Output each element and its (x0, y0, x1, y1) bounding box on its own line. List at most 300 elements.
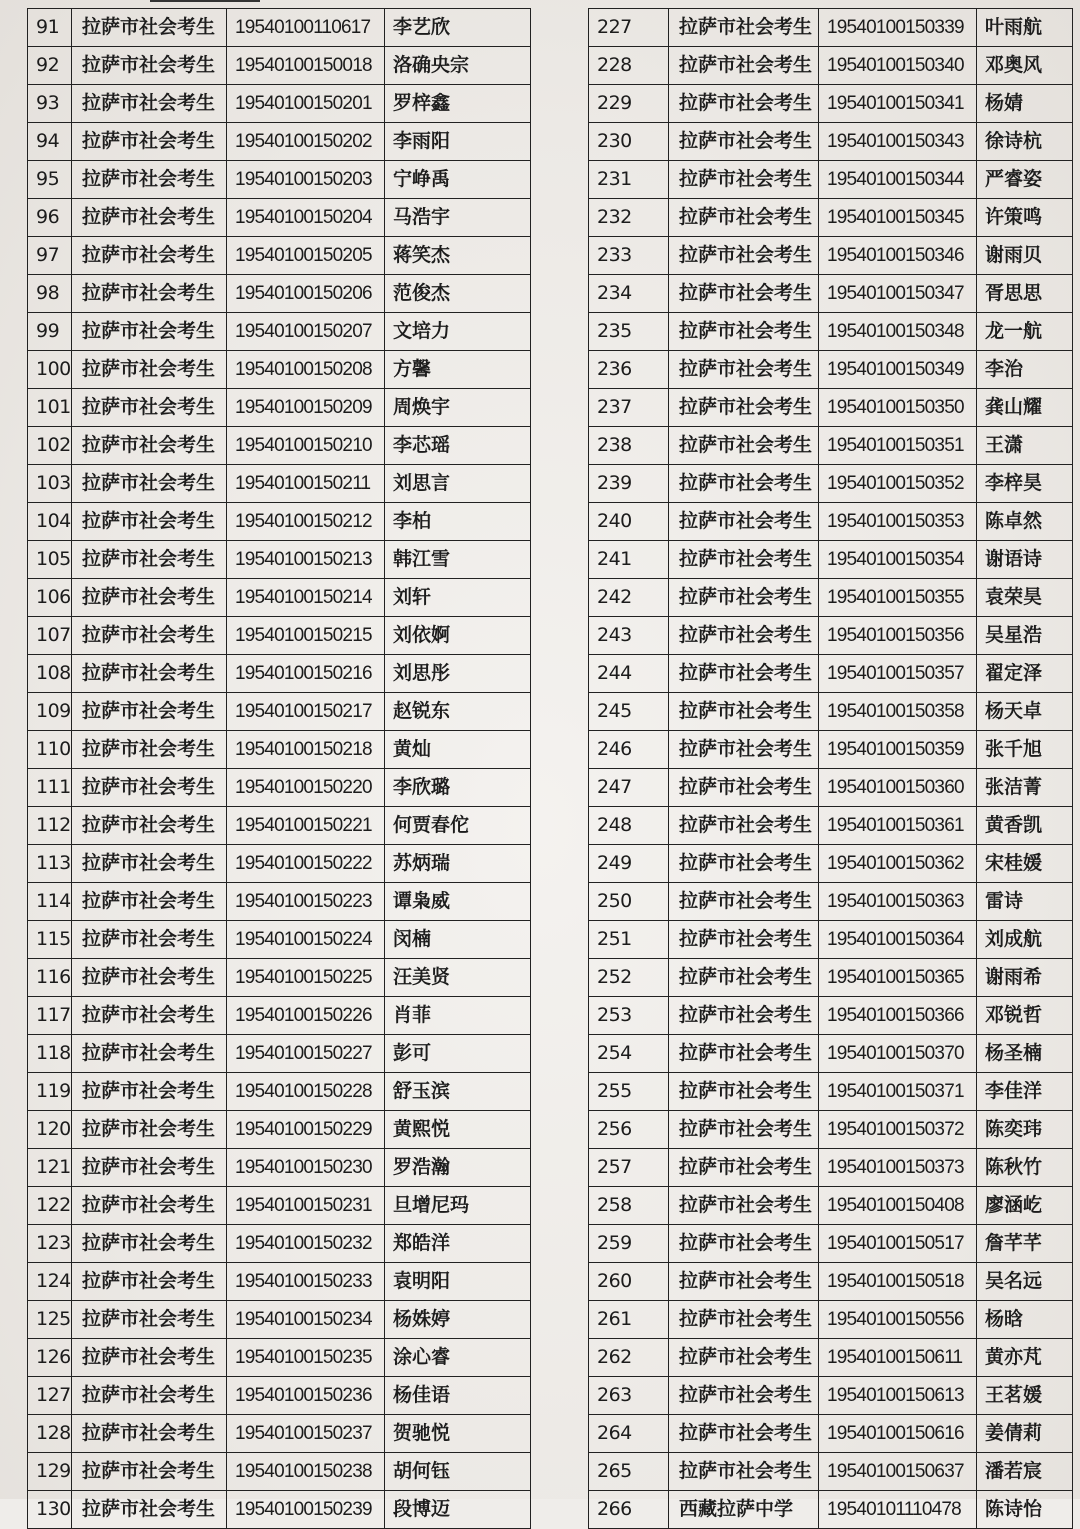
name-cell: 杨婧 (977, 85, 1073, 123)
name-cell: 段博迈 (385, 1491, 531, 1529)
category-cell: 西藏拉萨中学 (669, 1491, 819, 1529)
seq-cell: 120 (28, 1111, 72, 1149)
name-cell: 袁荣昊 (977, 579, 1073, 617)
seq-cell: 91 (28, 9, 72, 47)
name-cell: 谢语诗 (977, 541, 1073, 579)
category-cell: 拉萨市社会考生 (669, 237, 819, 275)
exam-number-cell: 19540100150371 (819, 1073, 977, 1111)
seq-cell: 109 (28, 693, 72, 731)
table-row (28, 731, 531, 769)
exam-number-cell: 19540100150222 (227, 845, 385, 883)
table-row (589, 579, 1073, 617)
name-cell: 杨佳语 (385, 1377, 531, 1415)
table-row (589, 1035, 1073, 1073)
name-cell: 许策鸣 (977, 199, 1073, 237)
name-cell: 文培力 (385, 313, 531, 351)
seq-cell: 256 (589, 1111, 669, 1149)
name-cell: 刘轩 (385, 579, 531, 617)
category-cell: 拉萨市社会考生 (669, 389, 819, 427)
name-cell: 陈诗怡 (977, 1491, 1073, 1529)
category-cell: 拉萨市社会考生 (669, 199, 819, 237)
category-cell: 拉萨市社会考生 (72, 693, 227, 731)
name-cell: 肖菲 (385, 997, 531, 1035)
table-row (28, 161, 531, 199)
exam-number-cell: 19540100150364 (819, 921, 977, 959)
table-row (589, 1339, 1073, 1377)
name-cell: 杨天卓 (977, 693, 1073, 731)
exam-number-cell: 19540100150211 (227, 465, 385, 503)
table-row (589, 465, 1073, 503)
category-cell: 拉萨市社会考生 (72, 1453, 227, 1491)
table-row (589, 427, 1073, 465)
name-cell: 张千旭 (977, 731, 1073, 769)
seq-cell: 93 (28, 85, 72, 123)
name-cell: 刘思言 (385, 465, 531, 503)
table-row (589, 123, 1073, 161)
name-cell: 李佳洋 (977, 1073, 1073, 1111)
seq-cell: 249 (589, 845, 669, 883)
table-row (28, 579, 531, 617)
exam-number-cell: 19540100150233 (227, 1263, 385, 1301)
category-cell: 拉萨市社会考生 (72, 1339, 227, 1377)
exam-number-cell: 19540100150370 (819, 1035, 977, 1073)
name-cell: 李梓昊 (977, 465, 1073, 503)
exam-number-cell: 19540100150366 (819, 997, 977, 1035)
seq-cell: 115 (28, 921, 72, 959)
exam-number-cell: 19540100110617 (227, 9, 385, 47)
category-cell: 拉萨市社会考生 (72, 959, 227, 997)
table-row (589, 351, 1073, 389)
seq-cell: 126 (28, 1339, 72, 1377)
category-cell: 拉萨市社会考生 (72, 1301, 227, 1339)
category-cell: 拉萨市社会考生 (669, 9, 819, 47)
name-cell: 张洁菁 (977, 769, 1073, 807)
name-cell: 刘依婀 (385, 617, 531, 655)
seq-cell: 261 (589, 1301, 669, 1339)
table-row (589, 1111, 1073, 1149)
category-cell: 拉萨市社会考生 (72, 579, 227, 617)
exam-number-cell: 19540100150232 (227, 1225, 385, 1263)
seq-cell: 125 (28, 1301, 72, 1339)
exam-number-cell: 19540100150372 (819, 1111, 977, 1149)
table-row (28, 427, 531, 465)
table-row (28, 655, 531, 693)
seq-cell: 257 (589, 1149, 669, 1187)
table-row (589, 959, 1073, 997)
category-cell: 拉萨市社会考生 (669, 1035, 819, 1073)
seq-cell: 252 (589, 959, 669, 997)
name-cell: 陈奕玮 (977, 1111, 1073, 1149)
category-cell: 拉萨市社会考生 (72, 47, 227, 85)
category-cell: 拉萨市社会考生 (72, 85, 227, 123)
exam-number-cell: 19540100150517 (819, 1225, 977, 1263)
seq-cell: 114 (28, 883, 72, 921)
table-row (589, 883, 1073, 921)
seq-cell: 236 (589, 351, 669, 389)
table-row (589, 1149, 1073, 1187)
table-row (28, 1301, 531, 1339)
category-cell: 拉萨市社会考生 (669, 1339, 819, 1377)
category-cell: 拉萨市社会考生 (72, 921, 227, 959)
name-cell: 袁明阳 (385, 1263, 531, 1301)
seq-cell: 241 (589, 541, 669, 579)
category-cell: 拉萨市社会考生 (72, 1035, 227, 1073)
exam-number-cell: 19540100150237 (227, 1415, 385, 1453)
name-cell: 彭可 (385, 1035, 531, 1073)
exam-number-cell: 19540100150362 (819, 845, 977, 883)
category-cell: 拉萨市社会考生 (72, 1111, 227, 1149)
table-row (28, 1035, 531, 1073)
exam-number-cell: 19540100150348 (819, 313, 977, 351)
exam-number-cell: 19540100150204 (227, 199, 385, 237)
category-cell: 拉萨市社会考生 (72, 237, 227, 275)
name-cell: 罗浩瀚 (385, 1149, 531, 1187)
exam-number-cell: 19540100150224 (227, 921, 385, 959)
category-cell: 拉萨市社会考生 (72, 883, 227, 921)
seq-cell: 229 (589, 85, 669, 123)
category-cell: 拉萨市社会考生 (669, 1377, 819, 1415)
seq-cell: 258 (589, 1187, 669, 1225)
seq-cell: 260 (589, 1263, 669, 1301)
name-cell: 韩江雪 (385, 541, 531, 579)
seq-cell: 103 (28, 465, 72, 503)
table-row (28, 883, 531, 921)
category-cell: 拉萨市社会考生 (72, 1187, 227, 1225)
seq-cell: 104 (28, 503, 72, 541)
seq-cell: 100 (28, 351, 72, 389)
seq-cell: 235 (589, 313, 669, 351)
exam-number-cell: 19540100150347 (819, 275, 977, 313)
exam-number-cell: 19540100150611 (819, 1339, 977, 1377)
table-row (589, 1415, 1073, 1453)
category-cell: 拉萨市社会考生 (72, 313, 227, 351)
exam-number-cell: 19540100150201 (227, 85, 385, 123)
name-cell: 黄亦芃 (977, 1339, 1073, 1377)
name-cell: 吴名远 (977, 1263, 1073, 1301)
table-row (28, 85, 531, 123)
name-cell: 贺驰悦 (385, 1415, 531, 1453)
seq-cell: 98 (28, 275, 72, 313)
table-row (589, 693, 1073, 731)
seq-cell: 253 (589, 997, 669, 1035)
seq-cell: 124 (28, 1263, 72, 1301)
seq-cell: 265 (589, 1453, 669, 1491)
table-row (28, 769, 531, 807)
category-cell: 拉萨市社会考生 (72, 807, 227, 845)
category-cell: 拉萨市社会考生 (72, 389, 227, 427)
exam-number-cell: 19540100150213 (227, 541, 385, 579)
seq-cell: 127 (28, 1377, 72, 1415)
exam-number-cell: 19540100150207 (227, 313, 385, 351)
exam-number-cell: 19540100150556 (819, 1301, 977, 1339)
category-cell: 拉萨市社会考生 (72, 655, 227, 693)
name-cell: 龙一航 (977, 313, 1073, 351)
exam-number-cell: 19540100150218 (227, 731, 385, 769)
table-row (28, 389, 531, 427)
exam-number-cell: 19540100150223 (227, 883, 385, 921)
header-rule (150, 0, 260, 6)
name-cell: 罗梓鑫 (385, 85, 531, 123)
category-cell: 拉萨市社会考生 (669, 313, 819, 351)
category-cell: 拉萨市社会考生 (72, 1073, 227, 1111)
table-row (589, 1187, 1073, 1225)
category-cell: 拉萨市社会考生 (669, 1187, 819, 1225)
seq-cell: 243 (589, 617, 669, 655)
name-cell: 谢雨贝 (977, 237, 1073, 275)
table-row (589, 1377, 1073, 1415)
exam-number-cell: 19540100150353 (819, 503, 977, 541)
seq-cell: 266 (589, 1491, 669, 1529)
name-cell: 李艺欣 (385, 9, 531, 47)
seq-cell: 102 (28, 427, 72, 465)
category-cell: 拉萨市社会考生 (669, 845, 819, 883)
category-cell: 拉萨市社会考生 (72, 427, 227, 465)
exam-number-cell: 19540100150354 (819, 541, 977, 579)
exam-number-cell: 19540100150356 (819, 617, 977, 655)
seq-cell: 112 (28, 807, 72, 845)
name-cell: 舒玉滨 (385, 1073, 531, 1111)
table-row (589, 1491, 1073, 1529)
exam-number-cell: 19540100150361 (819, 807, 977, 845)
name-cell: 叶雨航 (977, 9, 1073, 47)
exam-number-cell: 19540100150229 (227, 1111, 385, 1149)
category-cell: 拉萨市社会考生 (72, 275, 227, 313)
name-cell: 汪美贤 (385, 959, 531, 997)
table-row (589, 1453, 1073, 1491)
category-cell: 拉萨市社会考生 (72, 769, 227, 807)
exam-number-cell: 19540100150349 (819, 351, 977, 389)
category-cell: 拉萨市社会考生 (72, 1149, 227, 1187)
name-cell: 姜倩莉 (977, 1415, 1073, 1453)
exam-number-cell: 19540100150018 (227, 47, 385, 85)
name-cell: 吴星浩 (977, 617, 1073, 655)
table-row (28, 1415, 531, 1453)
category-cell: 拉萨市社会考生 (669, 503, 819, 541)
name-cell: 方馨 (385, 351, 531, 389)
table-row (28, 313, 531, 351)
category-cell: 拉萨市社会考生 (669, 617, 819, 655)
category-cell: 拉萨市社会考生 (669, 959, 819, 997)
category-cell: 拉萨市社会考生 (669, 997, 819, 1035)
table-row (28, 275, 531, 313)
table-row (589, 47, 1073, 85)
category-cell: 拉萨市社会考生 (72, 123, 227, 161)
name-cell: 谢雨希 (977, 959, 1073, 997)
table-row (589, 731, 1073, 769)
table-row (28, 1149, 531, 1187)
seq-cell: 248 (589, 807, 669, 845)
seq-cell: 237 (589, 389, 669, 427)
seq-cell: 92 (28, 47, 72, 85)
exam-number-cell: 19540100150345 (819, 199, 977, 237)
exam-number-cell: 19540100150340 (819, 47, 977, 85)
table-row (589, 237, 1073, 275)
exam-number-cell: 19540100150637 (819, 1453, 977, 1491)
table-row (28, 199, 531, 237)
exam-number-cell: 19540100150208 (227, 351, 385, 389)
seq-cell: 94 (28, 123, 72, 161)
table-row (589, 655, 1073, 693)
category-cell: 拉萨市社会考生 (669, 1111, 819, 1149)
table-row (589, 503, 1073, 541)
exam-number-cell: 19540100150373 (819, 1149, 977, 1187)
name-cell: 雷诗 (977, 883, 1073, 921)
exam-number-cell: 19540100150343 (819, 123, 977, 161)
seq-cell: 99 (28, 313, 72, 351)
table-row (28, 351, 531, 389)
name-cell: 范俊杰 (385, 275, 531, 313)
name-cell: 杨圣楠 (977, 1035, 1073, 1073)
seq-cell: 110 (28, 731, 72, 769)
name-cell: 李芯瑶 (385, 427, 531, 465)
table-row (589, 921, 1073, 959)
exam-number-cell: 19540100150210 (227, 427, 385, 465)
table-row (589, 1225, 1073, 1263)
name-cell: 廖涵屹 (977, 1187, 1073, 1225)
category-cell: 拉萨市社会考生 (669, 1149, 819, 1187)
name-cell: 涂心睿 (385, 1339, 531, 1377)
category-cell: 拉萨市社会考生 (669, 883, 819, 921)
table-row (589, 997, 1073, 1035)
seq-cell: 262 (589, 1339, 669, 1377)
name-cell: 龚山耀 (977, 389, 1073, 427)
name-cell: 李欣璐 (385, 769, 531, 807)
table-row (28, 123, 531, 161)
exam-number-cell: 19540100150408 (819, 1187, 977, 1225)
category-cell: 拉萨市社会考生 (72, 541, 227, 579)
category-cell: 拉萨市社会考生 (669, 161, 819, 199)
exam-number-cell: 19540100150357 (819, 655, 977, 693)
table-row (28, 1187, 531, 1225)
name-cell: 胡何钰 (385, 1453, 531, 1491)
category-cell: 拉萨市社会考生 (669, 1225, 819, 1263)
exam-number-cell: 19540100150206 (227, 275, 385, 313)
table-row (28, 1339, 531, 1377)
table-row (28, 1377, 531, 1415)
exam-number-cell: 19540100150215 (227, 617, 385, 655)
category-cell: 拉萨市社会考生 (669, 275, 819, 313)
name-cell: 刘思彤 (385, 655, 531, 693)
exam-number-cell: 19540100150221 (227, 807, 385, 845)
name-cell: 王潇 (977, 427, 1073, 465)
exam-number-cell: 19540100150202 (227, 123, 385, 161)
name-cell: 陈秋竹 (977, 1149, 1073, 1187)
seq-cell: 254 (589, 1035, 669, 1073)
seq-cell: 259 (589, 1225, 669, 1263)
table-row (28, 541, 531, 579)
table-row (589, 389, 1073, 427)
seq-cell: 231 (589, 161, 669, 199)
category-cell: 拉萨市社会考生 (72, 845, 227, 883)
seq-cell: 255 (589, 1073, 669, 1111)
seq-cell: 264 (589, 1415, 669, 1453)
table-row (589, 313, 1073, 351)
seq-cell: 118 (28, 1035, 72, 1073)
seq-cell: 111 (28, 769, 72, 807)
seq-cell: 107 (28, 617, 72, 655)
category-cell: 拉萨市社会考生 (669, 47, 819, 85)
name-cell: 胥思思 (977, 275, 1073, 313)
table-row (589, 1301, 1073, 1339)
category-cell: 拉萨市社会考生 (72, 161, 227, 199)
candidate-table-left (27, 8, 531, 1529)
name-cell: 李治 (977, 351, 1073, 389)
table-row (28, 237, 531, 275)
table-row (28, 845, 531, 883)
seq-cell: 119 (28, 1073, 72, 1111)
category-cell: 拉萨市社会考生 (669, 693, 819, 731)
category-cell: 拉萨市社会考生 (669, 1453, 819, 1491)
table-row (28, 1491, 531, 1529)
table-row (589, 9, 1073, 47)
seq-cell: 247 (589, 769, 669, 807)
exam-number-cell: 19540100150230 (227, 1149, 385, 1187)
category-cell: 拉萨市社会考生 (669, 769, 819, 807)
name-cell: 谭枭威 (385, 883, 531, 921)
category-cell: 拉萨市社会考生 (669, 655, 819, 693)
category-cell: 拉萨市社会考生 (72, 1263, 227, 1301)
name-cell: 黄灿 (385, 731, 531, 769)
name-cell: 刘成航 (977, 921, 1073, 959)
exam-number-cell: 19540100150234 (227, 1301, 385, 1339)
candidate-table-left-body (28, 9, 531, 1529)
seq-cell: 230 (589, 123, 669, 161)
seq-cell: 242 (589, 579, 669, 617)
seq-cell: 113 (28, 845, 72, 883)
exam-number-cell: 19540100150360 (819, 769, 977, 807)
exam-number-cell: 19540100150228 (227, 1073, 385, 1111)
category-cell: 拉萨市社会考生 (72, 1377, 227, 1415)
exam-number-cell: 19540100150518 (819, 1263, 977, 1301)
exam-number-cell: 19540100150225 (227, 959, 385, 997)
table-row (589, 161, 1073, 199)
table-row (589, 199, 1073, 237)
seq-cell: 244 (589, 655, 669, 693)
seq-cell: 239 (589, 465, 669, 503)
category-cell: 拉萨市社会考生 (669, 807, 819, 845)
name-cell: 洛确央宗 (385, 47, 531, 85)
name-cell: 李雨阳 (385, 123, 531, 161)
table-row (589, 275, 1073, 313)
seq-cell: 246 (589, 731, 669, 769)
name-cell: 王茗媛 (977, 1377, 1073, 1415)
table-row (28, 1111, 531, 1149)
category-cell: 拉萨市社会考生 (669, 579, 819, 617)
seq-cell: 95 (28, 161, 72, 199)
name-cell: 詹芊芊 (977, 1225, 1073, 1263)
category-cell: 拉萨市社会考生 (669, 1263, 819, 1301)
category-cell: 拉萨市社会考生 (72, 1415, 227, 1453)
seq-cell: 117 (28, 997, 72, 1035)
exam-number-cell: 19540100150616 (819, 1415, 977, 1453)
table-row (589, 1263, 1073, 1301)
name-cell: 赵锐东 (385, 693, 531, 731)
exam-number-cell: 19540100150231 (227, 1187, 385, 1225)
table-row (28, 997, 531, 1035)
table-row (28, 465, 531, 503)
name-cell: 邓奥风 (977, 47, 1073, 85)
table-row (28, 921, 531, 959)
exam-number-cell: 19540100150226 (227, 997, 385, 1035)
table-row (589, 807, 1073, 845)
exam-number-cell: 19540100150235 (227, 1339, 385, 1377)
seq-cell: 263 (589, 1377, 669, 1415)
name-cell: 马浩宇 (385, 199, 531, 237)
exam-number-cell: 19540100150346 (819, 237, 977, 275)
name-cell: 黄熙悦 (385, 1111, 531, 1149)
name-cell: 杨姝婷 (385, 1301, 531, 1339)
name-cell: 严睿姿 (977, 161, 1073, 199)
